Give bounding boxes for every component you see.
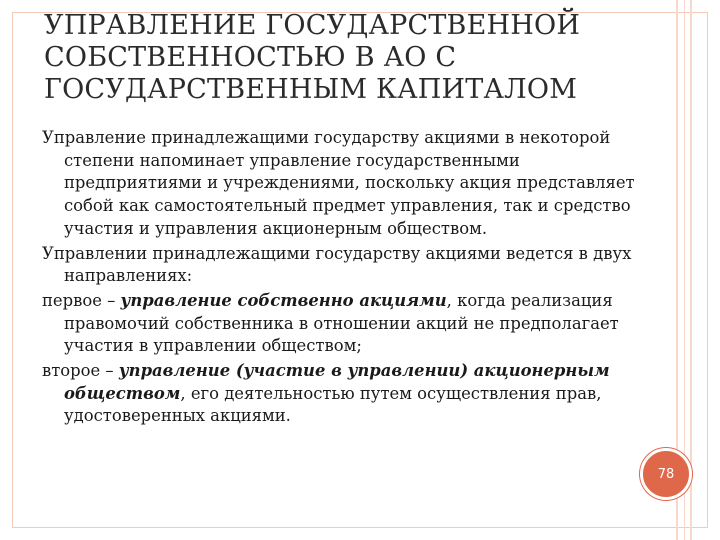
direction-second	[42, 360, 642, 428]
direction-second-prefix: второе –	[42, 361, 119, 381]
paragraph-intro: Управление принадлежащими государству акциями в некоторой степени напоминает управление государственными предприятиями и учреждениями, поскольку акция представляет собой как самостоятельный предмет управления, так и средство участия и управления акционерным обществом.	[42, 128, 635, 238]
direction-second-text: , его деятельностью путем осуществления прав, удостоверенных акциями.	[64, 383, 602, 426]
slide-body	[42, 127, 642, 430]
direction-first-emphasis: управление собственно акциями	[120, 290, 447, 310]
direction-first	[42, 290, 642, 358]
paragraph-directions: Управлении принадлежащими государству акциями ведется в двух направлениях:	[42, 243, 632, 286]
decorative-rail	[690, 0, 692, 540]
direction-first-text: , когда реализация правомочий собственника в отношении акций не предполагает участия в управлении обществом;	[64, 290, 619, 356]
direction-second-emphasis: управление (участие в управлении) акционерным обществом	[64, 361, 610, 403]
page-number: 78	[657, 466, 675, 482]
page-number-badge	[640, 448, 692, 500]
slide-title: УПРАВЛЕНИЕ ГОСУДАРСТВЕННОЙ СОБСТВЕННОСТЬЮ В АО С ГОСУДАРСТВЕННЫМ КАПИТАЛОМ	[44, 10, 581, 105]
direction-first-prefix: первое –	[42, 290, 121, 310]
